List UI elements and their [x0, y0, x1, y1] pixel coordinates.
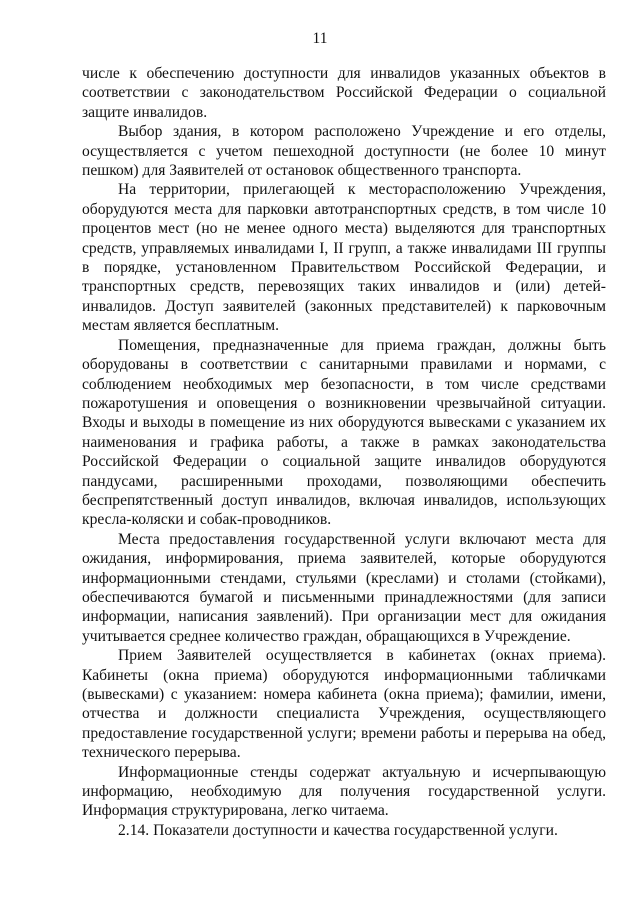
paragraph-continuation: числе к обеспечению доступности для инвалидов указанных объектов в соответствии с законодательством Российской Федерации о социальной защите инвалидов.: [82, 65, 606, 121]
paragraph-premises: Помещения, предназначенные для приема граждан, должны быть оборудованы в соответствии с санитарными правилами и нормами, с соблюдением необходимых мер безопасности, в том числе средствами пожаротушения и оповещения о возникновении чрезвычайной ситуации. Входы и выходы в помещение из них оборудуются вывесками с указанием их наименования и графика работы, а также в рамках законодательства Российской Федерации о социальной защите инвалидов оборудуются пандусами, расширенными проходами, позволяющими обеспечить беспрепятственный доступ инвалидов, включая инвалидов, использующих кресла-коляски и собак-проводников.: [82, 336, 606, 529]
paragraph-building-selection: Выбор здания, в котором расположено Учреждение и его отделы, осуществляется с учетом пешеходной доступности (не более 10 минут пешком) для Заявителей от остановок общественного транспорта.: [82, 123, 606, 180]
document-body: [82, 64, 606, 840]
paragraph-info-stands: Информационные стенды содержат актуальную и исчерпывающую информацию, необходимую для получения государственной услуги. Информация структурирована, легко читаема.: [82, 763, 606, 820]
paragraph-parking: На территории, прилегающей к месторасположению Учреждения, оборудуются места для парковки автотранспортных средств, в том числе 10 процентов мест (но не менее одного места) выделяются для транспортных средств, управляемых инвалидами I, II групп, а также инвалидами III группы в порядке, установленном Правительством Российской Федерации, и транспортных средств, перевозящих таких инвалидов и (или) детей-инвалидов. Доступ заявителей (законных представителей) к парковочным местам является бесплатным.: [82, 181, 606, 335]
paragraph-service-places: Места предоставления государственной услуги включают места для ожидания, информирования, приема заявителей, которые оборудуются информационными стендами, стульями (креслами) и столами (стойками), обеспечиваются бумагой и письменными принадлежностями (для записи информации, написания заявлений). При организации мест для ожидания учитывается среднее количество граждан, обращающихся в Учреждение.: [82, 530, 606, 645]
paragraph-reception: Прием Заявителей осуществляется в кабинетах (окнах приема). Кабинеты (окна приема) оборудуются информационными табличками (вывесками) с указанием: номера кабинета (окна приема); фамилии, имени, отчества и должности специалиста Учреждения, осуществляющего предоставление государственной услуги; времени работы и перерыва на обед, технического перерыва.: [82, 647, 606, 762]
page-number: 11: [312, 30, 328, 47]
section-heading-2-14: 2.14. Показатели доступности и качества государственной услуги.: [118, 821, 558, 839]
